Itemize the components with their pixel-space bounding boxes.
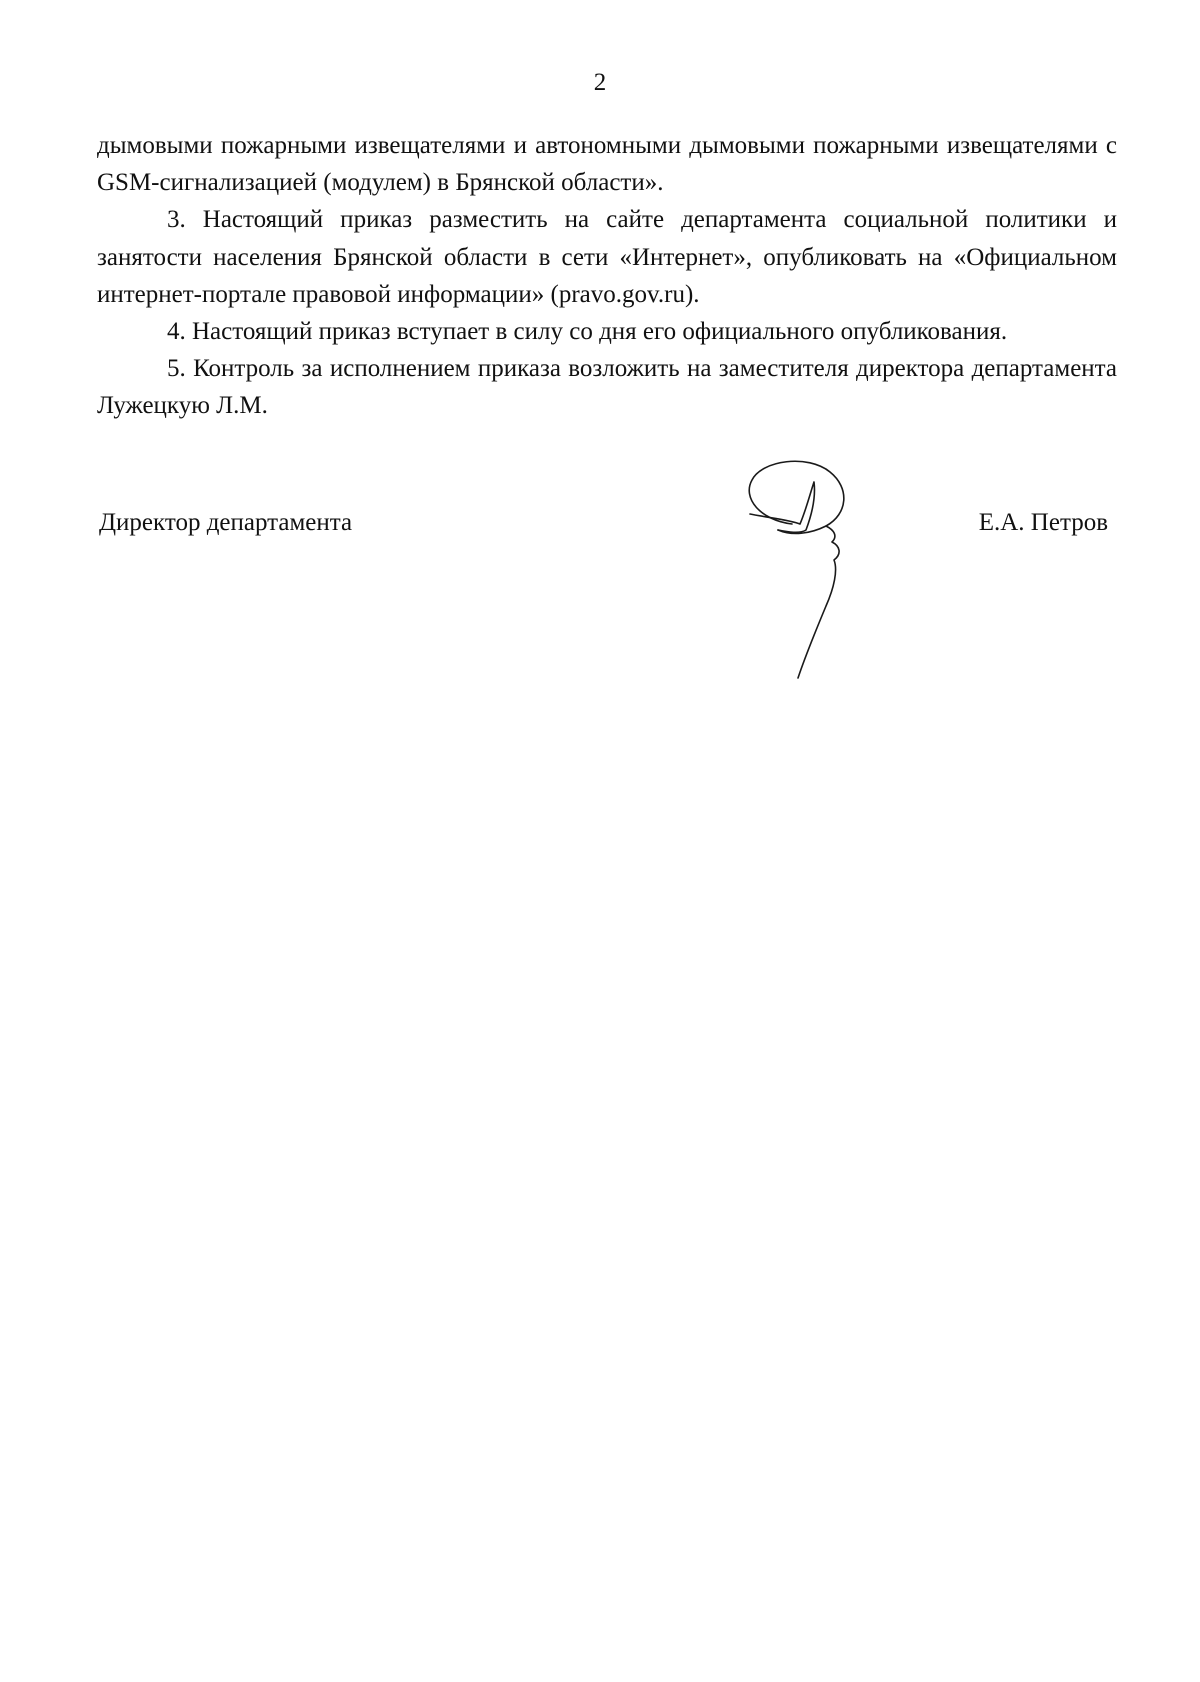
- signer-position: Директор департамента: [99, 509, 353, 536]
- document-body: [97, 127, 1117, 425]
- paragraph-item-4: 4. Настоящий приказ вступает в силу со дня его официального опубликования.: [167, 318, 1008, 346]
- paragraph-continuation: дымовыми пожарными извещателями и автономными дымовыми пожарными извещателями с GSM-сигнализацией (модулем) в Брянской области».: [97, 132, 1117, 197]
- page-number: 2: [593, 69, 607, 96]
- handwritten-signature: [730, 450, 890, 685]
- paragraph-item-5: 5. Контроль за исполнением приказа возложить на заместителя директора департамента Лужецкую Л.М.: [97, 355, 1117, 420]
- signer-name: Е.А. Петров: [978, 509, 1108, 536]
- paragraph-item-3: 3. Настоящий приказ разместить на сайте департамента социальной политики и занятости населения Брянской области в сети «Интернет», опубликовать на «Официальном интернет-портале правовой информации» (pravo.gov.ru).: [97, 206, 1117, 308]
